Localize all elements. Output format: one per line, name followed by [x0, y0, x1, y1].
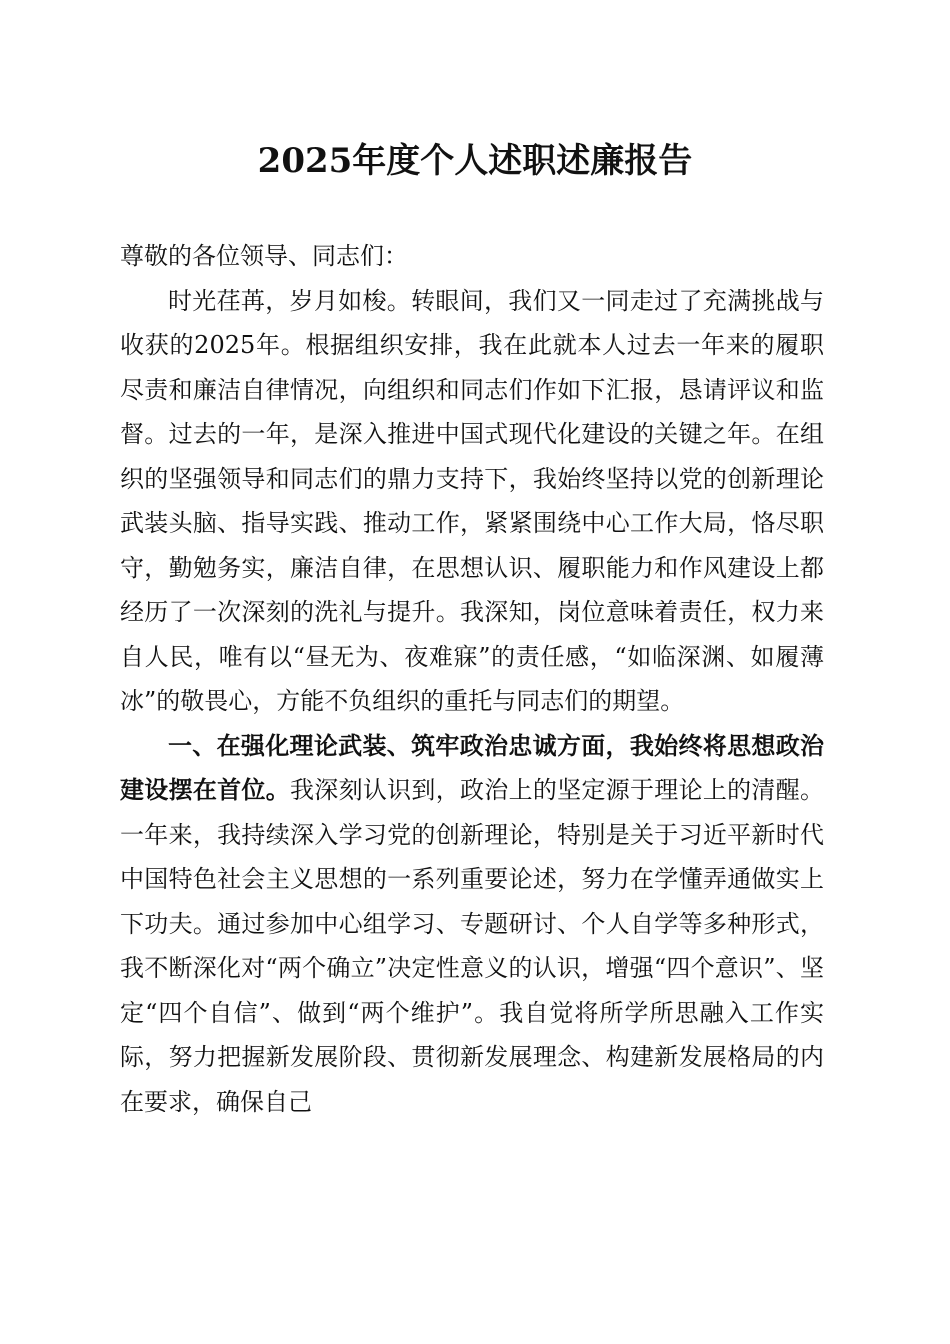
document-title: 2025年度个人述职述廉报告 — [257, 141, 693, 181]
paragraph-section-1 — [120, 724, 824, 1125]
document-body — [120, 234, 824, 1124]
salutation: 尊敬的各位领导、同志们： — [120, 242, 408, 270]
section-1-heading: 一、在强化理论武装、筑牢政治忠诚方面，我始终将思想政治建设摆在首位。 — [120, 730, 824, 804]
paragraph-intro: 时光荏苒，岁月如梭。转眼间，我们又一同走过了充满挑战与收获的2025年。根据组织安排，我在此就本人过去一年来的履职尽责和廉洁自律情况，向组织和同志们作如下汇报，恳请评议和监督。过去的一年，是深入推进中国式现代化建设的关键之年。在组织的坚强领导和同志们的鼎力支持下，我始终坚持以党的创新理论武装头脑、指导实践、推动工作，紧紧围绕中心工作大局，恪尽职守，勤勉务实，廉洁自律，在思想认识、履职能力和作风建设上都经历了一次深刻的洗礼与提升。我深知，岗位意味着责任，权力来自人民，唯有以“昼无为、夜难寐”的责任感，“如临深渊、如履薄冰”的敬畏心，方能不负组织的重托与同志们的期望。 — [120, 286, 824, 715]
section-1-text: 我深刻认识到，政治上的坚定源于理论上的清醒。一年来，我持续深入学习党的创新理论，特别是关于习近平新时代中国特色社会主义思想的一系列重要论述，努力在学懂弄通做实上下功夫。通过参加中心组学习、专题研讨、个人自学等多种形式，我不断深化对“两个确立”决定性意义的认识，增强“四个意识”、坚定“四个自信”、做到“两个维护”。我自觉将所学所思融入工作实际，努力把握新发展阶段、贯彻新发展理念、构建新发展格局的内在要求，确保自己 — [120, 776, 824, 1116]
